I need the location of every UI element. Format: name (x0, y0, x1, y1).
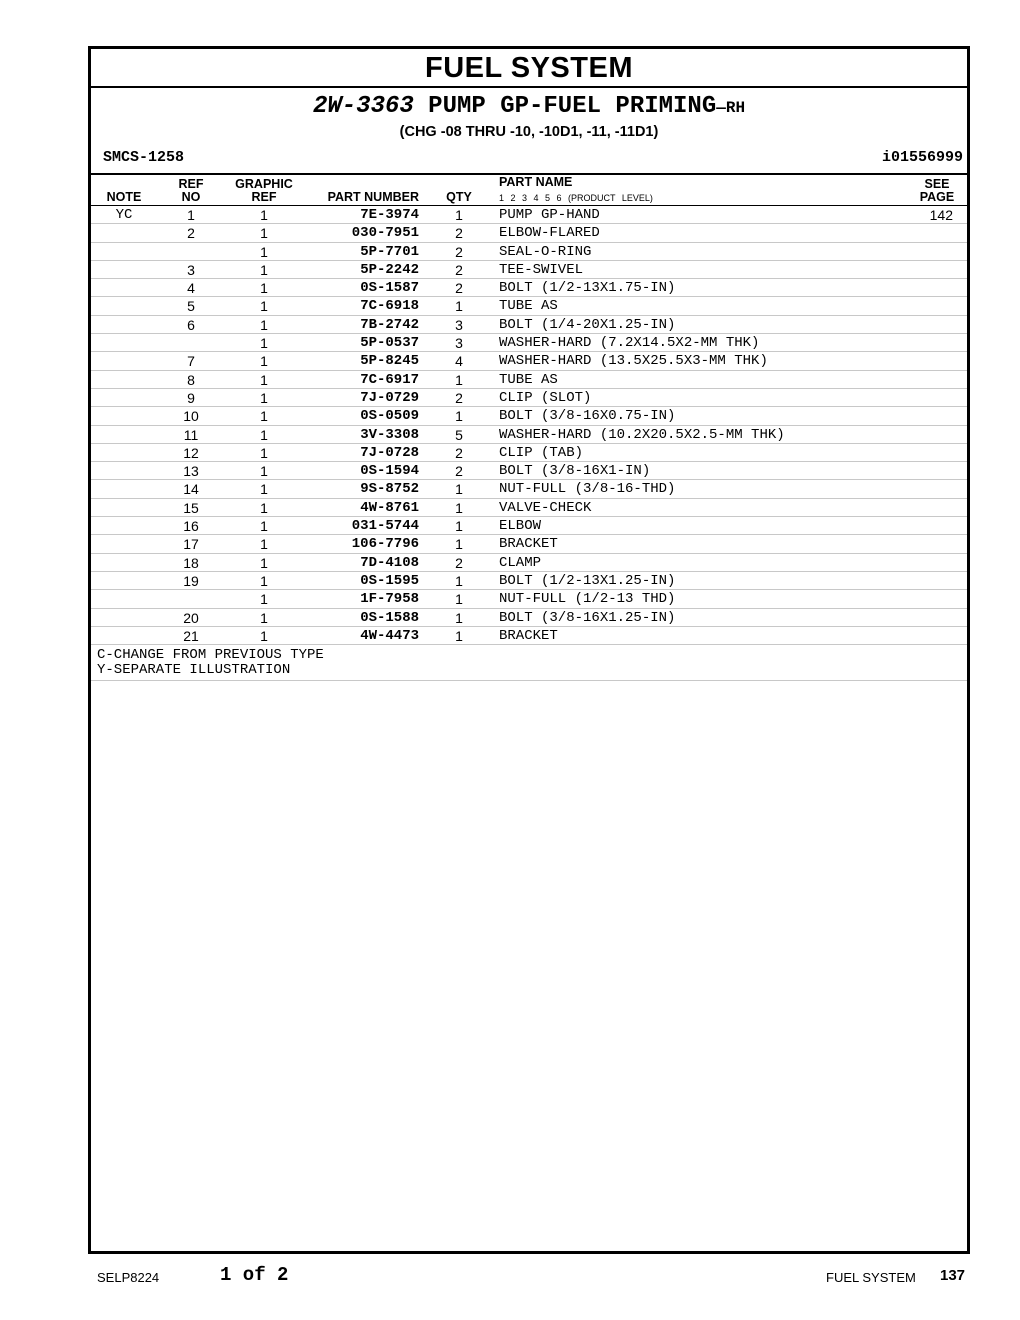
row-part-name: CLAMP (499, 554, 542, 571)
table-row (91, 590, 967, 608)
row-graphic-ref: 1 (260, 627, 268, 644)
header-part-number: PART NUMBER (327, 190, 419, 204)
row-part-name: BOLT (1/4-20X1.25-IN) (499, 316, 676, 333)
row-note: YC (115, 207, 133, 223)
table-row (91, 297, 967, 315)
row-graphic-ref: 1 (260, 518, 268, 535)
row-graphic-ref: 1 (260, 316, 268, 333)
row-qty: 1 (455, 499, 463, 516)
row-qty: 1 (455, 481, 463, 498)
row-ref-no: 19 (183, 572, 199, 589)
note-line: C-CHANGE FROM PREVIOUS TYPE (97, 647, 324, 664)
row-qty: 2 (455, 444, 463, 461)
row-ref-no: 21 (183, 627, 199, 644)
row-graphic-ref: 1 (260, 426, 268, 443)
row-graphic-ref: 1 (260, 353, 268, 370)
table-row (91, 206, 967, 224)
row-qty: 1 (455, 518, 463, 535)
row-qty: 1 (455, 591, 463, 608)
row-graphic-ref: 1 (260, 225, 268, 242)
row-part-name: TUBE AS (499, 371, 558, 388)
header-product-levels: 1 2 3 4 5 6 (PRODUCT LEVEL) (499, 193, 653, 203)
row-qty: 2 (455, 225, 463, 242)
row-graphic-ref: 1 (260, 444, 268, 461)
row-part-number: 5P-7701 (360, 243, 419, 260)
table-row (91, 462, 967, 480)
row-part-number: 7D-4108 (360, 554, 419, 571)
row-ref-no: 20 (183, 609, 199, 626)
row-ref-no: 14 (183, 481, 199, 498)
row-graphic-ref: 1 (260, 280, 268, 297)
smcs-code: SMCS-1258 (103, 149, 185, 166)
row-part-number: 0S-1587 (360, 280, 419, 297)
row-part-number: 4W-4473 (360, 627, 419, 644)
row-part-number: 7J-0728 (360, 444, 419, 461)
row-part-number: 0S-1594 (360, 463, 419, 480)
table-row (91, 554, 967, 572)
row-graphic-ref: 1 (260, 609, 268, 626)
row-part-number: 031-5744 (351, 518, 419, 535)
table-row (91, 627, 967, 645)
row-part-name: NUT-FULL (3/8-16-THD) (499, 481, 676, 498)
header-ref-top: REF (178, 177, 204, 191)
row-ref-no: 15 (183, 499, 199, 516)
row-graphic-ref: 1 (260, 463, 268, 480)
row-ref-no: 10 (183, 408, 199, 425)
row-part-number: 7C-6917 (360, 371, 419, 388)
row-part-name: BRACKET (499, 536, 558, 553)
table-row (91, 261, 967, 279)
row-graphic-ref: 1 (260, 243, 268, 260)
row-part-number: 5P-2242 (360, 261, 419, 278)
row-graphic-ref: 1 (260, 207, 268, 223)
row-part-name: BOLT (3/8-16X0.75-IN) (499, 408, 676, 425)
row-part-number: 1F-7958 (360, 591, 419, 608)
row-qty: 2 (455, 243, 463, 260)
row-ref-no: 13 (183, 463, 199, 480)
table-row (91, 609, 967, 627)
table-row (91, 499, 967, 517)
row-qty: 3 (455, 316, 463, 333)
row-ref-no: 2 (187, 225, 195, 242)
row-ref-no: 3 (187, 261, 195, 278)
parts-table (91, 206, 967, 681)
row-ref-no: 5 (187, 298, 195, 315)
row-ref-no: 1 (187, 207, 195, 223)
row-graphic-ref: 1 (260, 298, 268, 315)
row-ref-no: 11 (183, 426, 199, 443)
footer-doc-id: SELP8224 (97, 1270, 160, 1285)
group-name: PUMP GP-FUEL PRIMING (413, 93, 717, 120)
row-qty: 1 (455, 298, 463, 315)
header-graphic-bottom: REF (251, 190, 277, 204)
header-graphic-top: GRAPHIC (235, 177, 293, 191)
row-qty: 2 (455, 261, 463, 278)
footer-page-of: 1 of 2 (220, 1264, 289, 1286)
row-ref-no: 16 (183, 518, 199, 535)
note-line: Y-SEPARATE ILLUSTRATION (97, 662, 291, 679)
row-part-name: BOLT (3/8-16X1.25-IN) (499, 609, 676, 626)
row-ref-no: 17 (183, 536, 199, 553)
row-qty: 1 (455, 371, 463, 388)
row-part-number: 030-7951 (351, 225, 419, 242)
group-title (91, 93, 967, 122)
table-row (91, 517, 967, 535)
row-graphic-ref: 1 (260, 554, 268, 571)
table-row (91, 480, 967, 498)
row-part-name: PUMP GP-HAND (499, 207, 600, 223)
row-part-name: ELBOW-FLARED (499, 225, 600, 242)
row-part-name: TEE-SWIVEL (499, 261, 584, 278)
row-ref-no: 8 (187, 371, 195, 388)
row-part-number: 0S-0509 (360, 408, 419, 425)
row-part-name: WASHER-HARD (10.2X20.5X2.5-MM THK) (499, 426, 785, 443)
row-part-number: 7J-0729 (360, 389, 419, 406)
row-part-name: WASHER-HARD (13.5X25.5X3-MM THK) (499, 353, 768, 370)
row-part-name: CLIP (SLOT) (499, 389, 592, 406)
row-ref-no: 18 (183, 554, 199, 571)
table-row (91, 426, 967, 444)
row-part-name: NUT-FULL (1/2-13 THD) (499, 591, 676, 608)
table-row (91, 279, 967, 297)
illustration-id: i01556999 (881, 149, 963, 166)
row-part-number: 7B-2742 (360, 316, 419, 333)
row-part-number: 5P-8245 (360, 353, 419, 370)
row-graphic-ref: 1 (260, 536, 268, 553)
row-graphic-ref: 1 (260, 572, 268, 589)
row-see-page: 142 (929, 207, 953, 223)
table-row (91, 352, 967, 370)
row-graphic-ref: 1 (260, 261, 268, 278)
row-part-name: SEAL-O-RING (499, 243, 592, 260)
header-qty: QTY (446, 190, 472, 204)
row-qty: 1 (455, 627, 463, 644)
row-graphic-ref: 1 (260, 408, 268, 425)
row-part-number: 9S-8752 (360, 481, 419, 498)
table-row (91, 243, 967, 261)
row-part-number: 3V-3308 (360, 426, 419, 443)
row-ref-no: 9 (187, 389, 195, 406)
row-graphic-ref: 1 (260, 591, 268, 608)
row-graphic-ref: 1 (260, 499, 268, 516)
row-qty: 2 (455, 554, 463, 571)
row-qty: 2 (455, 463, 463, 480)
header-part-name: PART NAME (499, 175, 573, 189)
row-part-name: VALVE-CHECK (499, 499, 592, 516)
row-part-name: BRACKET (499, 627, 558, 644)
header-see-top: SEE (924, 177, 950, 191)
notes-block (91, 645, 967, 681)
row-qty: 5 (455, 426, 463, 443)
table-row (91, 371, 967, 389)
footer-section: FUEL SYSTEM (826, 1270, 916, 1285)
row-qty: 1 (455, 609, 463, 626)
row-part-name: BOLT (1/2-13X1.75-IN) (499, 280, 676, 297)
row-qty: 1 (455, 572, 463, 589)
row-ref-no: 7 (187, 353, 195, 370)
row-graphic-ref: 1 (260, 371, 268, 388)
footer-page-number: 137 (940, 1267, 966, 1284)
row-qty: 1 (455, 207, 463, 223)
table-row (91, 334, 967, 352)
row-ref-no: 6 (187, 316, 195, 333)
table-row (91, 224, 967, 242)
group-side: —RH (716, 99, 746, 117)
row-qty: 2 (455, 280, 463, 297)
row-qty: 3 (455, 335, 463, 352)
row-ref-no: 12 (183, 444, 199, 461)
section-title: FUEL SYSTEM (91, 49, 967, 88)
row-qty: 2 (455, 389, 463, 406)
table-row (91, 444, 967, 462)
row-part-number: 0S-1588 (360, 609, 419, 626)
group-part-number: 2W-3363 (312, 93, 414, 120)
row-part-number: 7C-6918 (360, 298, 419, 315)
row-graphic-ref: 1 (260, 335, 268, 352)
table-row (91, 572, 967, 590)
table-row (91, 407, 967, 425)
header-see-bottom: PAGE (919, 190, 955, 204)
table-row (91, 389, 967, 407)
row-part-name: CLIP (TAB) (499, 444, 584, 461)
row-part-number: 5P-0537 (360, 335, 419, 352)
header-ref-bottom: NO (181, 190, 201, 204)
row-part-name: TUBE AS (499, 298, 558, 315)
header-note: NOTE (106, 190, 142, 204)
row-qty: 4 (455, 353, 463, 370)
row-qty: 1 (455, 536, 463, 553)
row-graphic-ref: 1 (260, 481, 268, 498)
serial-range: (CHG -08 THRU -10, -10D1, -11, -11D1) (399, 124, 659, 140)
row-part-number: 106-7796 (351, 536, 419, 553)
row-part-name: ELBOW (499, 518, 542, 535)
page-frame (88, 46, 970, 1254)
row-part-number: 7E-3974 (360, 207, 419, 223)
row-part-name: BOLT (1/2-13X1.25-IN) (499, 572, 676, 589)
row-ref-no: 4 (187, 280, 195, 297)
row-qty: 1 (455, 408, 463, 425)
row-graphic-ref: 1 (260, 389, 268, 406)
row-part-number: 0S-1595 (360, 572, 419, 589)
row-part-number: 4W-8761 (360, 499, 419, 516)
row-part-name: BOLT (3/8-16X1-IN) (499, 463, 651, 480)
table-row (91, 535, 967, 553)
table-row (91, 316, 967, 334)
row-part-name: WASHER-HARD (7.2X14.5X2-MM THK) (499, 335, 760, 352)
